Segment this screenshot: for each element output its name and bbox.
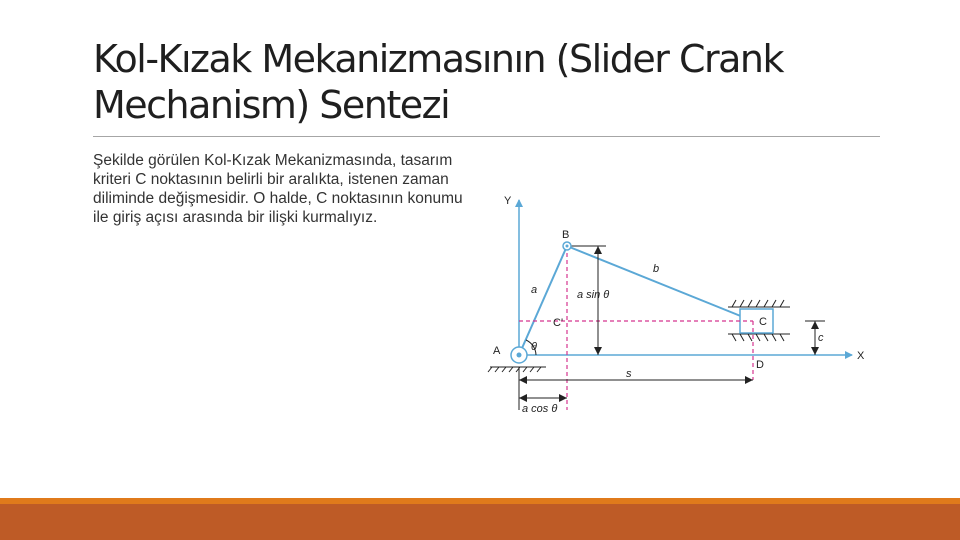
link-b-label: b: [653, 263, 660, 275]
dim-c-arrow-top: [811, 321, 819, 329]
x-axis-label: X: [857, 350, 865, 362]
slider-guide-bottom-hatch: [732, 334, 784, 341]
dim-a-sin-arrow-bottom: [594, 347, 602, 355]
y-axis-label: Y: [504, 195, 512, 207]
angle-label: θ: [531, 341, 537, 353]
dim-a-sin-arrow-top: [594, 246, 602, 254]
dim-c-arrow-bottom: [811, 347, 819, 355]
title-divider: [93, 136, 880, 137]
slider-crank-diagram: [480, 180, 880, 420]
joint-b-dot: [566, 245, 569, 248]
body-paragraph: Şekilde görülen Kol-Kızak Mekanizmasında, tasarım kriteri C noktasının belirli bir aralıkta, istenen zaman diliminde değişmesidir. O halde, C noktasının konumu ile giriş açısı arasında bir ilişki kurmalıyız.: [93, 152, 463, 226]
dim-s-arrow-right: [745, 376, 753, 384]
dim-a-cos-arrow-left: [519, 394, 527, 402]
point-b-label: B: [562, 229, 570, 241]
c-offset-label: c: [818, 332, 824, 344]
point-c-prime-label: C': [553, 317, 564, 329]
link-a-label: a: [531, 284, 538, 296]
dim-s-arrow-left: [519, 376, 527, 384]
point-a-label: A: [493, 345, 501, 357]
s-label: s: [626, 368, 632, 380]
pivot-a-inner: [517, 353, 522, 358]
a-sin-label: a sin θ: [577, 289, 610, 301]
slide-title: Kol-Kızak Mekanizmasının (Slider Crank Mechanism) Sentezi: [93, 37, 783, 127]
slider-guide-top-hatch: [732, 300, 784, 307]
point-d-label: D: [756, 359, 764, 371]
ground-hatch-a: [488, 367, 541, 372]
footer-bar: [0, 504, 960, 540]
link-a: [519, 246, 567, 355]
dim-a-cos-arrow-right: [559, 394, 567, 402]
link-b: [567, 246, 753, 321]
a-cos-label: a cos θ: [522, 403, 558, 415]
point-c-label: C: [759, 316, 767, 328]
